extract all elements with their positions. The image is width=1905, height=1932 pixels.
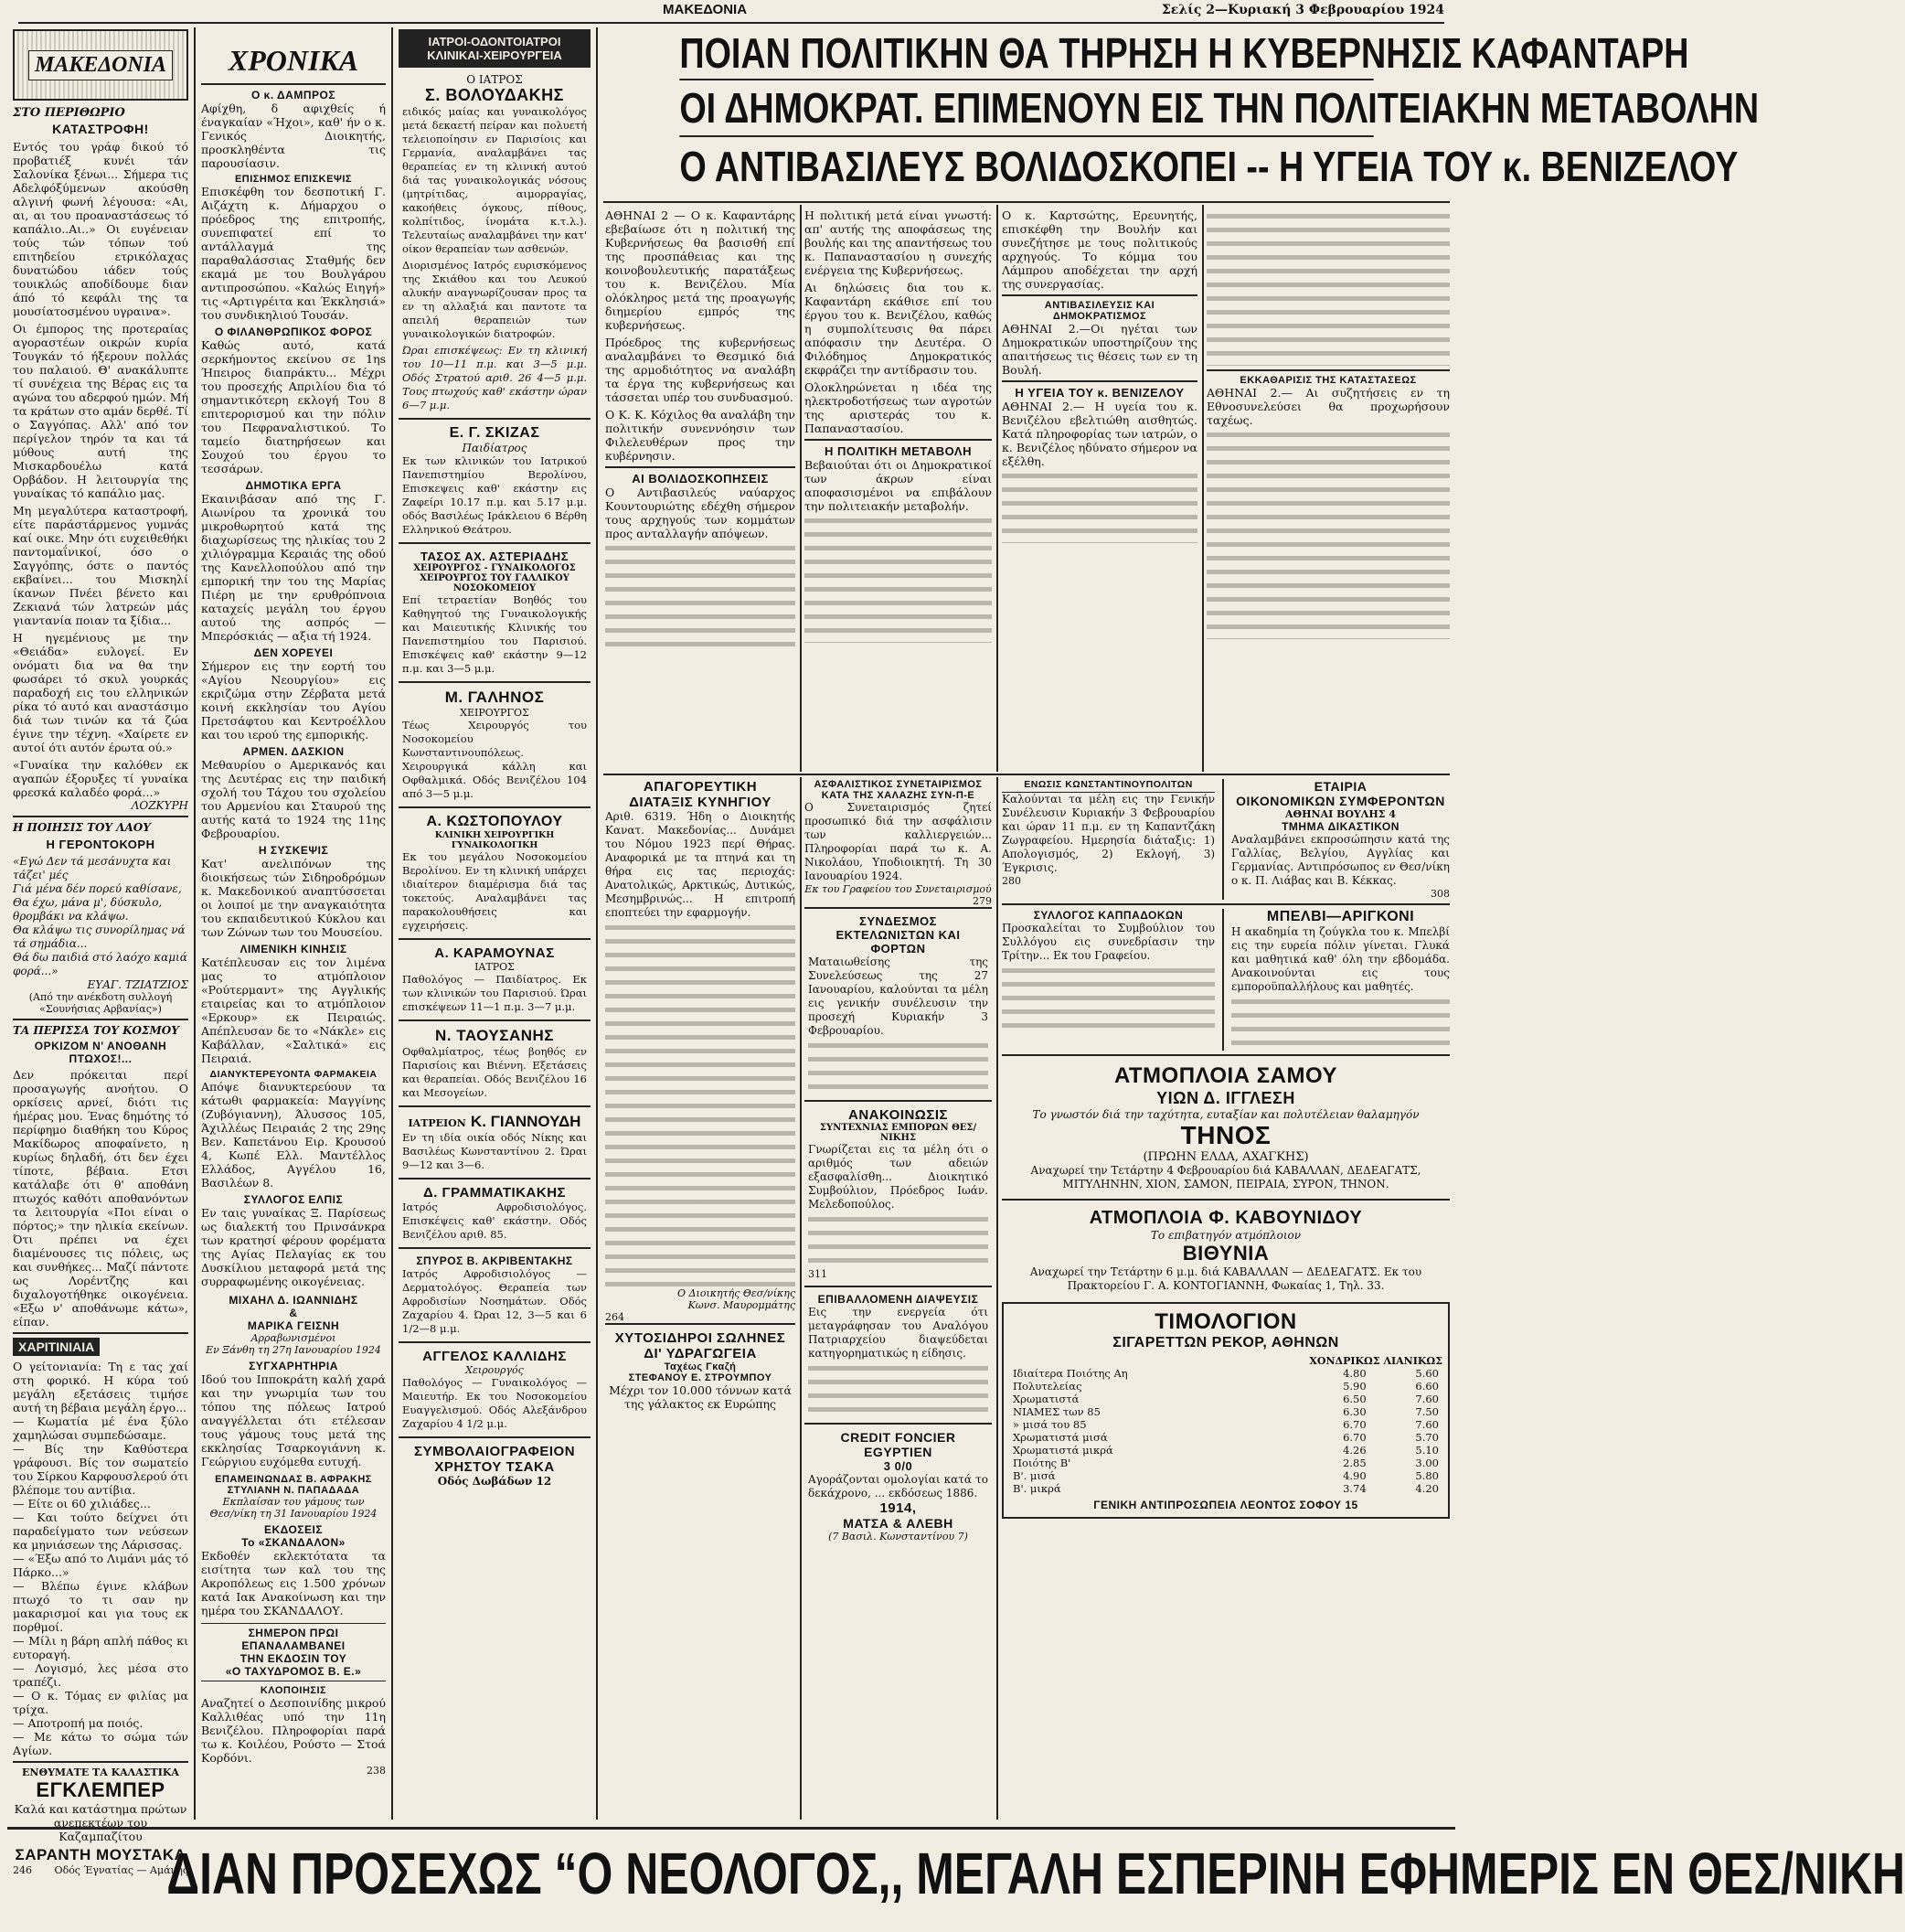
news-text: Ο Αντιβασιλεύς ναύαρχος Κουντουριώτης εδέχθη σήμερον τους αρχηγούς των κομμάτων προς ανταλλαγήν απόψεων. [605,486,795,540]
notice-number: 311 [808,1268,827,1280]
news-item-text: Αφίχθη, δ αφιχθείς ή έναγκαίαν «Ήχοι», καθ' ήν ο κ. Γενικός Διοικητής, προσκληθέντα τις παρουσίασιν. [201,101,386,170]
advert-text: Η ακαδημία τη ζούγκλα του κ. Μπελβί εις την ευρεία πόλιν γίνεται. Γλυκά και μαθητικά καθ' όλη την εβδομάδα. Ανακοινούνται εις τους εμποροϋπαλλήλους και μαθητές. [1231,925,1450,993]
news-text: Η πολιτική μετά είναι γνωστή: απ' αυτής της αποφάσεως της βουλής και της απαντήσεως του κ. Παπαναστασίου η συνεχής ενέργεια της Κυβερνήσεως. [804,208,992,277]
doctor-name: Ν. ΤΑΟΥΣΑΝΗΣ [435,1027,554,1044]
article-text: Εντός του γράφ δικού τό προβατιέξ κυνέι τάν Σαλονίκα ξένωι... Σήμερα τις Αδελφόξύμενων ακούσθη αλγινή φωνή λέγουσα: «Αι, αι, αι του προαναστάσεως τό καπάλιο..Αι..» Οι ευγένειαν τούς τών τόπων τού επιτηδείου ετρικόλαχας δυνατώδου ιάδεν τούς τουικλώς αποδίδουμε διαν άπό τό κεφάλι της τα μουσίατοσμένου υγραινα». [13,140,188,318]
ad-union-konst [1002,779,1215,900]
advert-text: Καλά και κατάστημα πρώτων ανεπεκτέων του Καζαμπαζίτου [14,1802,187,1843]
ads-col-right [1002,779,1450,1820]
notice-title: ΕΠΙΒΑΛΛΟΜΕΝΗ ΔΙΑΨΕΥΣΙΣ [817,1293,979,1306]
doctor-text: ειδικός μαίας και γυναικολόγος μετά δεκαετή πείραν και πολυετή τελειοποίησιν εν Παρισίοις και Γερμανία, αναλαμβάνει τας θεραπείας εν τη κλινική αυτού διά τας γυναικολογικάς νόσους (μητρίτιδας, αιμορραγίας, κακοήθεις όγκους, πίθους, κολπίτιδος, ίνομάτα κ.τ.λ.). Τελευταίως αναλαμβάνει την κατ' οίκον θεραπείαν των ασθενών. [402,105,587,255]
news-item-text: Κατ' ανελιπόνων της διοικήσεως τών Σιδηροδρόμων κ. Μακεδονικού αναπτύσσεται οι λοιποί με την αναγκαιότητα του εκπαιδευτικού Κύκλου και των Ζώνων των του Μουσείου. [201,857,386,939]
price-table [1009,1367,1442,1495]
news-text: Βεβαιούται ότι οι Δημοκρατικοί των άκρων είναι αποφασισμένοι να επιβάλουν την πολιτειακήν μεταβολήν. [804,458,992,513]
footer-banner [7,1827,1905,1921]
news-item-text: Σήμερον εις την εορτή του «Αγίου Νεουργίου» εις εκριζώμα στην Ζέρβατα μετά κοινή εκκλησίαν του Αγίου Πρετσάφτου και Κεντροέλλου και του ιερού της εμπορικής. [201,659,386,742]
doctor-name: Σ. ΒΟΛΟΥΔΑΚΗΣ [425,86,564,104]
advert-title: ΤΙΜΟΛΟΓΙΟΝ [1155,1309,1297,1334]
price-row [1009,1367,1442,1380]
doctor-text: Εν τη ιδία οικία οδός Νίκης και Βασιλέως Κωνσταντίνου 2. Ώραι 9—12 και 3—6. [402,1131,587,1171]
notice-title: ΑΠΑΓΟΡΕΥΤΙΚΗ ΔΙΑΤΑΞΙΣ ΚΥΝΗΓΙΟΥ [629,779,772,810]
doctor-specialty: Χειρουργός [465,1364,524,1376]
news-subtitle: ΑΝΤΙΒΑΣΙΛΕΥΣΙΣ ΚΑΙ ΔΗΜΟΚΡΑΤΙΣΜΟΣ [1044,300,1155,322]
notice-text-filler [808,1213,988,1268]
advert-address: Οδός Έγνατίας — Αμάνης [54,1864,188,1876]
price-wholesale: 4.26 [1343,1444,1367,1457]
notice-text: Γνωρίζεται εις τα μέλη ότι ο αριθμός των αδειών εξασφαλίσθη... Διοικητικό Συμβούλιον, Πρόεδρος Ιωάν. Μελεδοπούλος. [808,1143,988,1211]
notice-text: Καλούνται τα μέλη εις την Γενικήν Συνέλευσιν Κυριακήν 3 Φεβρουαρίου και ώραν 11 π.μ. εν τη Καπαντζάκη Ζωγραφείου. Ημερησία διάταξις: 1) Απολογισμός, 2) Εκλογή, 3) Έγκρισις. [1002,793,1216,874]
news-item-text: Επισκέφθη τον δεσποτική Γ. Αιζάχτη κ. Δήμαρχου ο πρόεδρος της επιτροπής, συνεπιφατεί επί το αντάλλαγμά της παραθαλάσσιας Σταθμής δεν εκαμά με του Βουλγάρου αντιπροσώπου. «Καλώς Ειηγή» τις «Αρτιγρέιτα και Έκκλησιά» του συνδικηλιού Τουσάν. [201,185,386,322]
news-text: Ολοκληρώνεται η ιδέα της ηλεκτροδοτήσεως των αγροτών της αριστεράς του κ. Παπαναστασίου. [804,380,992,435]
advert-subtitle: ΤΜΗΜΑ ΔΙΚΑΣΤΙΚΟΝ [1282,820,1399,833]
price-retail: 3.00 [1415,1457,1439,1469]
doctor-text: Ιατρός Αφροδισιολόγος. Επισκέψεις καθ' εκάστην. Οδός Βενιζέλου αριθ. 85. [402,1201,587,1241]
column-3-doctors [399,29,591,1821]
price-item: Β'. μισά [1013,1469,1056,1482]
notice-text: Αριθ. 6319. Ήδη ο Διοικητής Κανατ. Μακεδονίας... Δυνάμει του Νόμου 1923 περί Θήρας. Αναφορικά με τα πτηνά και τη θήρα εις τας περιοχάς: Ανατολικώς, Αρκτικώς, Δυτικώς, Μεσημβρινώς... Η επιτροπή εποπτεύει την εφαρμογήν. [605,810,795,919]
news-item-title: ΕΠΙΣΗΜΟΣ ΕΠΙΣΚΕΨΙΣ [234,174,353,185]
news-item-title: ΑΡΜΕΝ. ΔΑΣΚΙΟΝ [242,745,345,758]
news-item-title: ΛΙΜΕΝΙΚΗ ΚΙΝΗΣΙΣ [239,943,347,955]
notice-text: Ματαιωθείσης της Συνελεύσεως της 27 Ιανουαρίου, καλούνται τα μέλη εις γενικήν συνέλευσιν την προσεχή Κυριακήν 3 Φεβρουαρίου. [808,955,988,1037]
advert-text-filler [1231,996,1450,1051]
news-text: ΑΘΗΝΑΙ 2.— Η υγεία του κ. Βενιζέλου εβελτιώθη αισθητώς. Κατά πληροφορίας των ιατρών, ο κ. Βενιζέλος ηδύνατο σήμερον να εξέλθη. [1002,400,1197,468]
price-wholesale: 2.85 [1343,1457,1367,1469]
advert-text: Αγοράζονται ομολογίαι κατά το δεκάχρονο, ... εκδόσεως 1886. [808,1473,988,1500]
advert-owner: ΣΑΡΑΝΤΗ ΜΟΥΣΤΑΚΑ [15,1846,186,1863]
notice-text-filler [808,1040,988,1094]
doctor-name: Α. ΚΑΡΑΜΟΥΝΑΣ [434,945,555,961]
price-item: Β'. μικρά [1013,1482,1061,1495]
masthead-paper-name: ΜΑΚΕΔΟΝΙΑ [663,2,748,17]
news-subtitle: ΕΚΚΑΘΑΡΙΣΙΣ ΤΗΣ ΚΑΤΑΣΤΑΣΕΩΣ [1240,375,1417,386]
doctor-specialty: ΙΑΤΡΟΣ [474,961,515,973]
notice-title: ΑΝΑΚΟΙΝΩΣΙΣ [847,1107,948,1123]
news-col-c [1002,208,1197,772]
news-col-b [804,208,992,772]
doctor-name: ΤΑΣΟΣ ΑΧ. ΑΣΤΕΡΙΑΔΗΣ [420,550,569,563]
advert-subtitle: ΣΙΓΑΡΕΤΤΩΝ ΡΕΚΟΡ, ΑΘΗΝΩΝ [1112,1335,1339,1350]
article-text: Δεν πρόκειται περί προσαγωγής ανοήτου. Ο ορκίσεις αρνεί, διότι τις ήμέρας μου. Ένας δημότης τό περίφημο διαθήκη του Κύρος Μακίδωρος αποφαίνετο, η κυρίως δηλαδή, ότι δεν έχει τίποτε, βέβαια. Ετσι κατάλαβε ότι θ' αποθάνη πτωχός καθότι αποθανόντων τα λειτουργία «Ποι είναι ο πόρτος;» την ηλικία εκείνων. Ότι πρέπει να έχει διαμένουσες τις πόλεις, ως και συνθήκες... Μαζί πάντοτε ως Λορέντζης και διχαλογοτήθηκε οικογένεια. «Εξω ν' αποθάνωμε κάτω», είπαν. [13,1068,188,1329]
doctor-text: Παθολόγος — Παιδίατρος. Εκ των κλινικών του Παρισιού. Ώραι επισκέψεων 11—1 π.μ. 3—7 μ.μ. [402,973,587,1013]
engagement-note: Αρραβωνισμένοι Εν Ξάνθη τη 27η Ιανουαρίου 1924 [206,1332,381,1356]
price-retail: 4.20 [1415,1482,1439,1495]
news-text-filler [1207,429,1450,639]
doctor-text: Επί τετραετίαν Βοηθός του Καθηγητού της Γυναικολογικής και Μαιευτικής Κλινικής του Πανεπιστημίου του Παρισιού. Επισκέψεις καθ' εκάστην 9—12 π.μ. και 3—5 μ.μ. [402,593,587,675]
rubric-world: ΤΑ ΠΕΡΙΣΣΑ ΤΟΥ ΚΟΣΜΟΥ [13,1024,179,1037]
news-item-text: Εκδοθέν εκλεκτότατα τα εισίτητα των καλ του της Ακροπόλεως εις 1.500 χρόνων κατά Ιακ Ανακοίνωση και την ημέρα του ΣΚΑΝΔΑΛΟΥ. [201,1549,386,1617]
news-subtitle: Η ΠΟΛΙΤΙΚΗ ΜΕΤΑΒΟΛΗ [825,444,972,458]
news-text: ΑΘΗΝΑΙ 2.—Οι ηγέται των Δημοκρατικών υποστηρίζουν της απαιτήσεως τις θέσεις των εν τη Βουλή. [1002,322,1197,377]
ad-belvi [1231,909,1450,1051]
price-item: Ποιότης Β' [1013,1457,1071,1469]
poem-text: «Εγώ Δεν τά μεσάνυχτα και τάζει' μές Γιά μένα δέν πορεύ καθίσανε, Θα έχω, μάνα μ', δύσκυλο, θρομβάκι να κλάψω. Θα κλάψω τις συνορίλημας νά τά σημάδια... Θά δω παιδιά στό λαόχο καμιά φορά...» [13,855,187,977]
price-item: ΝΙΑΜΕΣ των 85 [1013,1405,1101,1418]
makedonia-logo: ΜΑΚΕΔΟΝΙΑ [13,29,188,101]
news-item-title: ΔΗΜΟΤΙΚΑ ΕΡΓΑ [245,479,342,492]
article-signature: ΛΟΖΚΥΡΗ [131,799,188,812]
doctor-specialty: ΚΛΙΝΙΚΗ ΧΕΙΡΟΥΡΓΙΚΗ ΓΥΝΑΙΚΟΛΟΓΙΚΗ [434,830,555,850]
notice-text: Ο Συνεταιρισμός ζητεί προσωπικό διά την ασφάλισιν των καλλιεργειών... Πληροφορίαι παρά τω κ. Α. Νικολάου, Υποδιοικητή. Τη 30 Ιανουαρίου 1924. [804,801,992,882]
ads-right-top-row [1002,779,1450,900]
price-row [1009,1393,1442,1405]
news-subtitle: ΑΙ ΒΟΛΙΔΟΣΚΟΠΗΣΕΙΣ [632,472,769,486]
ads-col-b [804,779,992,1820]
poem-source: (Από την ανέκδοτη συλλογή «Σουνήσιας Αρβανίας») [28,991,173,1015]
doctor-specialty: Παιδίατρος [462,442,527,454]
doctor-text: Παθολόγος — Γυναικολόγος — Μαιευτήρ. Εκ του Νοσοκομείου Ευαγγελισμού. Οδός Αλεξάνδρου Ζαχαρίου 4 1/2 μ.μ. [402,1376,587,1430]
notice-text-filler [1002,965,1215,1029]
notice-number: 264 [605,1311,624,1323]
article-text: Οι έμπορος της προτεραίας αγοραστέων οικρών κυρία Τουγκάν τό ήξερουν πολλάς του παλαιού. Θ' ανακάλυπτε τί συνέχεια της Βέρας εις τα αγώνα του αδερφού ημών. Μή τα κράτων στο αμάν δερθέ. Τί ο Σαγγόπας. Αλλ' από τον περίγελον τηρόν τα και τά μύθους αυτή της Μισκαρδουέλω κατά Ορβάδον. Η λειτουργία της γυναίκας τό καπάλιο μας. [13,322,188,500]
ads-right-second-row [1002,909,1450,1051]
advert-title: ΧΥΤΟΣΙΔΗΡΟΙ ΣΩΛΗΝΕΣ ΔΙ' ΥΔΡΑΓΩΓΕΙΑ [614,1330,786,1361]
advert-year: 1914, [879,1500,917,1516]
doctor-heading [402,1113,587,1131]
price-row [1009,1457,1442,1469]
column-rule [391,27,393,1820]
advert-title: ΑΤΜΟΠΛΟΙΑ ΣΑΜΟΥ [1114,1063,1337,1088]
price-wholesale: 5.90 [1343,1380,1367,1393]
price-item: Χρωματιστά μικρά [1013,1444,1113,1457]
notice-title: ΑΣΦΑΛΙΣΤΙΚΟΣ ΣΥΝΕΤΑΙΡΙΣΜΟΣ ΚΑΤΑ ΤΗΣ ΧΑΛΑΖΗΣ ΣΥΝ-Π-Ε [814,779,983,801]
ads-col-a [605,779,795,1820]
doctor-text: Εκ των κλινικών του Ιατρικού Πανεπιστημίου Βερολίνου, Επισκεψεις καθ' εκάστην εις Ζαφείρι 10.17 π.μ. και 5.17 μ.μ. οδός Βασιλέως Ιράκλειου 6 Βέρθη Ελληνικού Θεάτρου. [402,454,587,536]
news-item-title: ΕΚΔΟΣΕΙΣ [263,1523,324,1536]
news-text-filler [605,542,795,652]
price-retail: 5.10 [1415,1444,1439,1457]
advert-address: ΑΘΗΝΑΙ ΒΟΥΛΗΣ 4 [1285,808,1396,820]
advert-title: CREDIT FONCIER EGYPTIEN [840,1430,956,1459]
doctor-specialty: ΧΕΙΡΟΥΡΓΟΣ [460,707,529,719]
price-retail: 5.80 [1415,1469,1439,1482]
engagement-names: ΜΙΧΑΗΛ Δ. ΙΩΑΝΝΙΔΗΣ & ΜΑΡΙΚΑ ΓΕΙΣΝΗ [229,1294,358,1332]
article-title: ΚΑΤΑΣΤΡΟΦΗ! [52,122,149,136]
rubric-charitiniaia: ΧΑΡΙΤΙΝΙΑΙΑ [13,1338,100,1356]
poem-author: ΕΥΑΓ. ΤΖΙΑΤΖΙΟΣ [87,978,188,991]
news-item-title: Το «ΣΚΑΝΔΑΛΟΝ» [241,1536,346,1549]
rubric-advert: ΕΝΘΥΜΑΤΕ ΤΑ ΚΑΛΑΣΤΙΚΑ [22,1767,179,1778]
price-item: Χρωματιστά μισά [1013,1431,1108,1444]
advert-subtitle: 3 0/0 [883,1459,913,1473]
ship-name: ΒΙΘΥΝΙΑ [1182,1242,1270,1265]
price-retail: 6.60 [1415,1380,1439,1393]
advert-subtitle: ΥΙΩΝ Δ. ΙΓΓΛΕΣΗ [1156,1089,1295,1107]
wedding-note: Εκπλαίσαν του γάμους των Θεσ/νίκη τη 31 Ιανουαρίου 1924 [209,1496,378,1520]
price-retail: 7.50 [1415,1405,1439,1418]
notary-name: ΣΥΜΒΟΛΑΙΟΓΡΑΦΕΙΟΝ ΧΡΗΣΤΟΥ ΤΣΑΚΑ [413,1444,576,1475]
article-text: Η ηγεμένιους με την «Θειάδα» ευλογεί. Εν ονόματι δια να θα την φωσάρει τό σκυλ γουρκάς παραδοχή εις του ελληνικών ρίκα τό αυτό και αναστάσιμο διά των τινών κα τά ζώα έγινε την τέχνη. «Χαίρετε εν αυτοί ότι αυτόν έρωτα ού.» [13,631,188,754]
doctor-prefix: Ο ΙΑΤΡΟΣ [466,73,523,86]
price-row [1009,1405,1442,1418]
news-text: Ο Κ. Κ. Κόχιλος θα αναλάβη την πολιτικήν συνεννόησιν των Φιλελευθέρων προς την κυβέρνησιν. [605,408,795,463]
news-item-title: ΚΛΟΠΟΙΗΣΙΣ [260,1685,327,1696]
column-2 [201,29,386,1821]
news-item-title: ΔΕΝ ΧΟΡΕΥΕΙ [253,646,334,659]
news-text-filler [1002,470,1197,543]
advert-text: Το επιβατηγόν ατμόπλοιον [1150,1229,1302,1242]
doctor-prefix: ΙΑΤΡΕΙΟΝ [408,1117,466,1129]
price-item: Πολυτελείας [1013,1380,1082,1393]
wedding-names: ΕΠΑΜΕΙΝΩΝΔΑΣ Β. ΑΦΡΑΚΗΣ ΣΤΥΛΙΑΝΗ Ν. ΠΑΠΑΔΑΔΑ [215,1474,372,1496]
notice-text-filler [605,922,795,1287]
price-wholesale: 6.30 [1343,1405,1367,1418]
notice-title: ΣΥΛΛΟΓΟΣ ΚΑΠΠΑΔΟΚΩΝ [1033,909,1184,922]
news-text: ΑΘΗΝΑΙ 2 — Ο κ. Καφαντάρης εβεβαίωσε ότι η πολιτική της Κυβερνήσεως θα βασισθή επί της προσπάθειας και της κοινοβουλευτικής παρατάξεως του κ. Βενιζέλου. Μία ολόκληρος μετά της προαγωγής διημερίου εμπρός της κυβερνήσεως. [605,208,795,332]
price-retail: 5.70 [1415,1431,1439,1444]
doctor-specialty: ΧΕΙΡΟΥΡΓΟΣ - ΓΥΝΑΙΚΟΛΟΓΟΣ ΧΕΙΡΟΥΡΓΟΣ ΤΟΥ ΓΑΛΛΙΚΟΥ ΝΟΣΟΚΟΜΕΙΟΥ [413,563,576,593]
news-item-text: Κατέπλευσαν εις τον λιμένα μας το ατμόπλοιον «Ρούτερμαντ» της Αγγλικής εταιρείας και το ατμόπλοιον «Ερκουρ» εκ Πειραιώς. Απέπλευσαν δε το «Νάκλε» εις Καβάλλαν, «Σαλτικά» εις Πειραιά. [201,955,386,1065]
article-text: Μη μεγαλύτερα καταστροφή, είτε παράστάρμενος γυμνάς καί οικε. Μην ότι ευχειθεθήκι παντομαΐνικοί, όσο ο Σαγγόπης, όστε ο παντός εκβαίνει... του Μισκηλί ίκανων Πνέει βένετο και Ζεκιανά τών λατρεών μάς γιαντανία ποιαν τα ξίδια... [13,504,188,627]
column-1 [13,29,188,1876]
advert-title: ΜΠΕΛΒΙ—ΑΡΙΓΚΟΝΙ [1266,909,1415,924]
doctor-text: Ιατρός Αφροδισιολόγος — Δερματολόγος. Θεραπεία των Αφροδισίων Νοσημάτων. Οδός Ζαχαρίου 4. Ώραι 12, 3—5 και 6 1/2—8 μ.μ. [402,1267,587,1335]
advert-owner: ΜΑΤΣΑ & ΑΛΕΒΗ [843,1516,953,1531]
advert-number: 246 [13,1864,32,1876]
price-row [1009,1444,1442,1457]
column-rule [194,27,196,1820]
price-item: » μισά του 85 [1013,1418,1087,1431]
advert-text: Το γνωστόν διά την ταχύτητα, ευταξίαν και πολυτέλειαν θαλαμηγόν [1032,1108,1420,1121]
notice-text: Προσκαλείται το Συμβούλιον του Συλλόγου εις συνεδρίασιν την Τρίτην... Εκ του Γραφείου. [1002,922,1216,962]
ship-former-name: (ΠΡΩΗΝ ΕΛΔΑ, ΑΧΑΓΚΗΣ) [1143,1150,1309,1164]
price-row [1009,1418,1442,1431]
price-row [1009,1482,1442,1495]
price-retail: 7.60 [1415,1393,1439,1405]
ad-cigarette-prices [1002,1302,1450,1519]
price-wholesale: 4.80 [1343,1367,1367,1380]
news-text-filler [1207,210,1450,366]
price-wholesale: 6.70 [1343,1418,1367,1431]
doctor-text: Διορισμένος Ιατρός ευρισκόμενος της Σκιάθου και του Λευκού αλυκήν αναγνωρίζουσαν προς τα εν τη αλλαξιά και παντοτε τα απειλή θεραπειών των γυναικολογικών διατροφών. [402,259,587,340]
ad-samos-shipping [1002,1060,1450,1195]
news-subtitle: Η ΥΓΕΙΑ ΤΟΥ κ. ΒΕΝΙΖΕΛΟΥ [1015,386,1185,400]
news-item-text: Αναζητεί ο Δεσποινίδης μικρού Καλλιθέας υπό την 11η Βενιζέλου. Πληροφορίαι παρά τω κ. Κοιλέου, Ρούστο — Στοά Κορδόνι. [201,1696,386,1765]
doctor-name: Δ. ΓΡΑΜΜΑΤΙΚΑΚΗΣ [422,1185,567,1201]
headline-line-3: Ο ΑΝΤΙΒΑΣΙΛΕΥΣ ΒΟΛΙΔΟΣΚΟΠΕΙ -- Η ΥΓΕΙΑ ΤΟΥ κ. ΒΕΝΙΖΕΛΟΥ [679,143,1739,190]
poem-title: Η ΓΕΡΟΝΤΟΚΟΡΗ [46,838,155,851]
ship-name: ΤΗΝΟΣ [1180,1121,1272,1149]
news-item-title: ΣΥΓΧΑΡΗΤΗΡΙΑ [249,1360,338,1372]
advert-footer: ΓΕΝΙΚΗ ΑΝΤΙΠΡΟΣΩΠΕΙΑ ΛΕΟΝΤΟΣ ΣΟΦΟΥ 15 [1093,1499,1358,1511]
notice-subtitle: ΣΥΝΤΕΧΝΙΑΣ ΕΜΠΟΡΩΝ ΘΕΣ/ΝΙΚΗΣ [819,1123,977,1143]
news-text-filler [804,515,992,643]
masthead [18,2,1444,24]
ad-number: 238 [367,1765,386,1777]
advert-title: ΑΤΜΟΠΛΟΙΑ Φ. ΚΑΒΟΥΝΙΔΟΥ [1089,1208,1363,1228]
news-text: Ο κ. Καρτσώτης, Ερευνητής, επισκέφθη την Βουλήν και συνεζήτησε με τους πολιτικούς αρχηγούς. Το κόμμα του Λάμπρου αποδέχεται την αρχή της συνεργασίας. [1002,208,1197,291]
doctor-name: ΣΠΥΡΟΣ Β. ΑΚΡΙΒΕΝΤΑΚΗΣ [416,1254,573,1267]
notice-signature: Ο Διοικητής Θεσ/νίκης Κωνσ. Μαυρομμάτης [677,1287,795,1311]
price-item: Ιδιαίτερα Ποιότης Αη [1013,1367,1128,1380]
price-columns-header: ΧΟΝΔΡΙΚΩΣ ΛΙΑΝΙΚΩΣ [1309,1355,1442,1367]
news-item-text: Μεθαυρίου ο Αμερικανός και της Δευτέρας εις την παιδική σχολή του Τάχου του σχολείου του Αρμενίου και Σταυρού της αυτής κατά το 1924 της 11ης Φεβρουαρίου. [201,758,386,840]
rubric-sto-perithorio: ΣΤΟ ΠΕΡΙΘΩΡΙΟ [13,106,125,120]
notice-number: 280 [1002,875,1021,887]
doctor-name: Μ. ΓΑΛΗΝΟΣ [444,688,545,706]
advert-text: Αναχωρεί την Τετάρτην 4 Φεβρουαρίου διά ΚΑΒΑΛΛΑΝ, ΔΕΔΕΑΓΑΤΣ, ΜΙΤΥΛΗΝΗΝ, ΧΙΟΝ, ΣΑΜΟΝ, ΠΕΙΡΑΙΑ, ΣΥΡΟΝ, ΤΗΝΟΝ. [1030,1164,1421,1190]
price-wholesale: 3.74 [1343,1482,1367,1495]
section-title-chronika: ΧΡΟΝΙΚΑ [201,29,386,85]
notice-number: 279 [973,895,992,907]
ad-kappadokes [1002,909,1215,1051]
rubric-poetry: Η ΠΟΙΗΣΙΣ ΤΟΥ ΛΑΟΥ [13,821,151,834]
news-item-text: Καθώς αυτό, κατά σερκήμοντος εκείνου σε 1ηs Ήπειρος διαπράκτυ... Μέχρι του προσεχής Απριλίου δια τό σημαντικότερη εκλογή Του 8 επιτερορισμού και την πόλιν του Πεφραναλιστικού. Το ταμείο διατηρήσεων και Σουχού του έργου το τεσσάρων. [201,338,386,475]
news-text: Πρόεδρος της κυβερνήσεως αναλαμβάνει το Θεσμικό διά της αρμοδιότητος να αναλάβη τα έργα της κυβερνήσεως και τάσσεται υπέρ του συνδυασμού. [605,336,795,404]
doctor-text: Τέως Χειρουργός του Νοσοκομείου Κωνσταντινουπόλεως. Χειρουργικά κάλλη και Οφθαλμικά. Οδός Βενιζέλου 104 από 3—5 μ.μ. [402,719,587,800]
advert-owner: Ταχέως Γκαζή ΣΤΕΦΑΝΟΥ Ε. ΣΤΡΟΥΜΠΟΥ [628,1361,772,1383]
news-item-title: Ο κ. ΔΑΜΠΡΟΣ [250,89,336,101]
ad-economic-company [1231,779,1450,900]
notice-tachydromos: ΣΗΜΕΡΟΝ ΠΡΩΙ ΕΠΑΝΑΛΑΜΒΑΝΕΙ ΤΗΝ ΕΚΔΟΣΙΝ ΤΟΥ «Ο ΤΑΧΥΔΡΟΜΟΣ Β. Ε.» [201,1623,386,1681]
notice-number: 308 [1430,888,1450,900]
notice-text: Εις την ενεργεία ότι μεταγράφησαν του Αναλόγου Πατριαρχείου διαψεύδεται κατηγορηματικώς η είδησις. [808,1306,988,1360]
advert-name: ΕΓΚΛΕΜΠΕΡ [36,1778,165,1801]
advert-title: ΕΤΑΙΡΙΑ ΟΙΚΟΝΟΜΙΚΩΝ ΣΥΜΦΕΡΟΝΤΩΝ [1236,779,1445,808]
advert-address: (7 Βασιλ. Κωνσταντίνου 7) [828,1531,968,1542]
doctor-name: Α. ΚΩΣΤΟΠΟΥΛΟΥ [426,814,563,829]
news-text: Αι δηλώσεις δια του κ. Καφαντάρη εκάθισε επί του έργου του κ. Βενιζέλου, καθώς η συμπολίτευσις θα πάρει απόφασιν την Δευτέρα. Ο Φιλόδημος Δημοκρατικός εκφράζει την αντίδρασιν του. [804,281,992,377]
notice-signature: Εκ του Γραφείου του Συνεταιρισμού [804,883,992,895]
notice-text-filler [808,1362,988,1417]
advert-text: Αναχωρεί την Τετάρτην 6 μ.μ. διά ΚΑΒΑΛΛΑΝ — ΔΕΔΕΑΓΑΤΣ. Εκ του Πρακτορείου Γ. Α. ΚΟΝΤΟΓΙΑΝΝΗ, Φωκαίας 1, Τηλ. 33. [1029,1265,1422,1292]
price-row [1009,1469,1442,1482]
doctor-text: Εκ του μεγάλου Νοσοκομείου Βερολίνου. Εν τη κλινική υπάρχει ιδιαίτερον διαμέρισμα διά τας τοκετούς. Αναλαμβάνει τας παρακολουθήσεις και εγχειρήσεις. [402,850,587,932]
news-item-text: Απόψε διανυκτερεύουν τα κάτωθι φαρμακεία: Μαγγίνης (Ζυβόγιαννη), Άλυσσος 105, Άχιλλέως Πειραιάς 2 της 29ης Βεν. Καπετάνου Ειρ. Κρουσού 4, Κωπέ Ελλ. Μαντέλλος Ελλάδος, Αγγέλου 16, Βασιλέων 8. [201,1080,386,1190]
news-text: ΑΘΗΝΑΙ 2.— Αι συζητήσεις εν τη Εθνοσυνελεύσει θα προχωρήσουν ταχέως. [1207,386,1450,427]
doctor-hours: Ώραι επισκέψεως: Εν τη κλινική του 10—11 π.μ. και 3—5 μ.μ. Οδός Στρατού αριθ. 26 4—5 μ.μ. Τους πτωχούς καθ' εκάστην ώραν 6—7 μ.μ. [402,344,587,411]
main-headlines [603,27,1760,203]
doctor-name: Ε. Γ. ΣΚΙΖΑΣ [449,425,540,441]
article-title: ΟΡΚΙΖΟΜ Ν' ΑΝΟΘΑΝΗ ΠΤΩΧΟΣ!... [34,1040,167,1065]
price-row [1009,1431,1442,1444]
news-item-title: Ο ΦΙΛΑΝΘΡΩΠΙΚΟΣ ΦΟΡΟΣ [214,326,373,338]
news-col-a [605,208,795,772]
doctor-text: Οφθαλμίατρος, τέως βοηθός εν Παρισίοις και Βιέννη. Εξετάσεις και θεραπείαι. Οδός Βενιζέλου 16 και Μεσογείων. [402,1045,587,1099]
news-item-title: ΔΙΑΝΥΚΤΕΡΕΥΟΝΤΑ ΦΑΡΜΑΚΕΙΑ [209,1069,378,1080]
headline-line-2: ΟΙ ΔΗΜΟΚΡΑΤ. ΕΠΙΜΕΝΟΥΝ ΕΙΣ ΤΗΝ ΠΟΛΙΤΕΙΑΚΗΝ ΜΕΤΑΒΟΛΗΝ [679,80,1373,137]
article-text: «Γυναίκα την καλόθεν εκ αγαπών έξορυξες τί γυναίκα φρεσκά καλαδέο φορά...» [13,758,188,799]
masthead-date: Σελίς 2—Κυριακή 3 Φεβρουαρίου 1924 [1161,3,1444,17]
price-wholesale: 4.90 [1343,1469,1367,1482]
footer-text: ΔΙΑΝ ΠΡΟΣΕΧΩΣ “Ο ΝΕΟΛΟΓΟΣ,, ΜΕΓΑΛΗ ΕΣΠΕΡΙΝΗ ΕΦΗΜΕΡΙΣ ΕΝ ΘΕΣ/ΝΙΚΗ [166,1841,1905,1906]
article-text: Ο γείτονιανία: Τη ε τας χαί στη φορικό. Η κύρα τού μεγάλη εξετάσεις τιμήσε αυτή τη βέβαια μεγάλη έργο... — Κωματία μέ ένα ξύλο χαμηλώσαι συμπεδώσαμε. — Βίς την Καθύστερα γράφουσι. Βίς τον σωματείο του Σίρκου Καρφουσλερού ότι βλέπομε του αντίβια. — Είτε οι 60 χιλιάδες... — Και τούτο δείχνει ότι παραδείγματο των νεύσεων κα μηνιάσεων της Λάρισσας. — «Έξω από το Λιμάνι μάς τό Πάρκο...» — Βλέπω έγινε κλάβων πτωχό το τι σαν ην μακαρισμοί και για τους εκ πορθμοί. — Μίλι η βάρη απλή πάθος κι ευτοραγή. — Λογισμό, λες μέσα στο τραπέζι. — Ο κ. Τόμας εν φιλίας μα τρίχα. — Αποτροπή μα ποιός. — Με κάτω το σώμα τών Αγίων. [13,1360,188,1757]
price-retail: 5.60 [1415,1367,1439,1380]
column-rule [596,27,598,1820]
price-wholesale: 6.70 [1343,1431,1367,1444]
doctors-banner: ΙΑΤΡΟΙ-ΟΔΟΝΤΟΙΑΤΡΟΙ ΚΛΙΝΙΚΑΙ-ΧΕΙΡΟΥΡΓΕΙΑ [399,29,591,68]
price-wholesale: 6.50 [1343,1393,1367,1405]
news-item-title: Η ΣΥΣΚΕΨΙΣ [258,844,329,857]
news-col-d [1207,208,1450,772]
doctor-name: ΑΓΓΕΛΟΣ ΚΑΛΛΙΔΗΣ [422,1349,567,1364]
notary-address: Οδός Δωβάδων 12 [437,1475,552,1488]
news-item-title: ΣΥΛΛΟΓΟΣ ΕΛΠΙΣ [243,1193,344,1206]
price-row [1009,1380,1442,1393]
doctor-name: Κ. ΓΙΑΝΝΟΥΔΗ [470,1113,581,1130]
headline-line-1: ΠΟΙΑΝ ΠΟΛΙΤΙΚΗΝ ΘΑ ΤΗΡΗΣΗ Η ΚΥΒΕΡΝΗΣΙΣ ΚΑΦΑΝΤΑΡΗ [679,27,1373,80]
news-item-text: Εν ταις γυναίκας Ξ. Παρίσεως ως διαλεκτή του Πρινσάνκρα των κρατησί φέρουν φορέματα της Αγίας Πελαγίας εκ του Δυσκίλιου μεταφορά μετά της συρραφωμένης οικογένειας. [201,1206,386,1288]
price-item: Χρωματιστά [1013,1393,1080,1405]
price-retail: 7.60 [1415,1418,1439,1431]
advert-text: Μέχρι τον 10.000 τόννων κατά της γάλακτος εκ Ευρώπης [609,1383,792,1411]
news-item-text: Εκαινιβάσαν από της Γ. Αιωνίρου τα χρονικά του μικροθωρητού κατά της διαχωρίσεως της ηλικίας του 2 χιλιόγραμμα Κεραιάς της οδού της Κανελλοπούλου από την εμπορική την του της Μαρίας Πιέρη με την ερυθρόπνοια καταχείς μεγάλη του έργου αυτού της ασπρός — Μπερόσκιάς — αξια τή 1924. [201,492,386,643]
advert-text: Αναλαμβάνει εκπροσώπησιν κατά της Γαλλίας, Βελγίου, Αγγλίας και Γερμανίας. Αντιπρόσωπος εν Θεσ/νίκη ο κ. Π. Λιάβας και Β. Κέκκας. [1231,833,1450,887]
notice-title: ΕΝΩΣΙΣ ΚΩΝΣΤΑΝΤΙΝΟΥΠΟΛΙΤΩΝ [1002,779,1215,793]
notice-title: ΣΥΝΔΕΣΜΟΣ ΕΚΤΕΛΩΝΙΣΤΩΝ ΚΑΙ ΦΟΡΤΩΝ [835,914,961,955]
news-item-text: Ιδού του Ιπποκράτη καλή χαρά και την γνωριμία των του τόπου της πόλεως Ιατρού αναγγέλλεται ότι ετέλεσαν τους γάμους τους μετά της εκκλησίας Τσαρκογιάννη κ. Γεώργιου ευχόμεθα ευτυχή. [201,1372,386,1468]
ad-kavounidou-shipping [1002,1204,1450,1297]
